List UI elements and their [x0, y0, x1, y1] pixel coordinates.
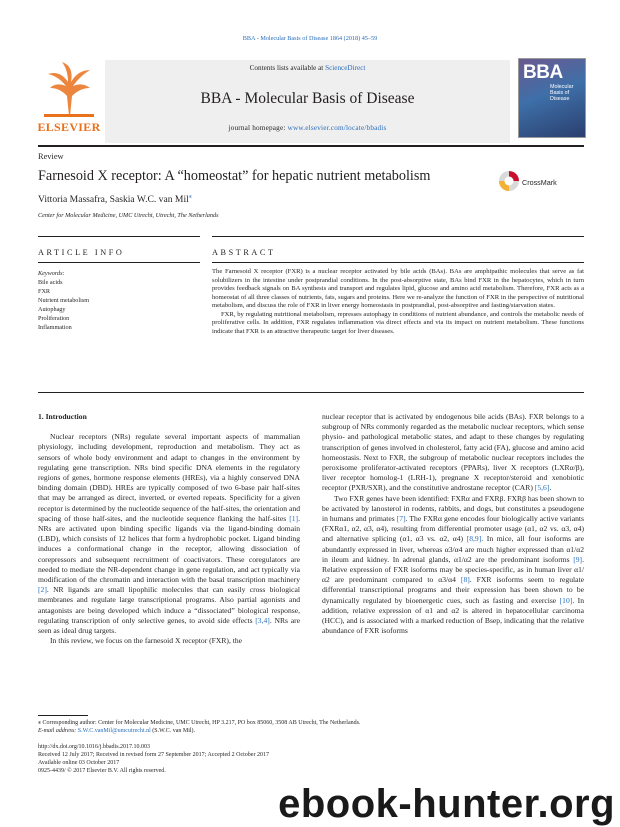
cover-subtitle-line: Disease	[550, 96, 570, 102]
body-paragraph	[322, 412, 584, 494]
citation-link[interactable]: [8,9]	[466, 534, 482, 544]
body-paragraph: In this review, we focus on the farnesoid X receptor (FXR), the	[50, 636, 243, 646]
body-text: . NRs are activated upon binding specific ligands via the ligand-binding domain (LBD), which consists of 12 helices that form a hydrophobic pocket. Ligand binding induces a conformational change in the receptor, allowing dissociation of corepressors and subsequent recruitment of coactivators. These coregulators are needed to mediate the NR-dependent change in gene regulation, and act typically via modification of the chromatin and interaction with the basal transcription machinery	[38, 513, 300, 585]
publisher-name: ELSEVIER	[37, 120, 101, 134]
crossmark-label[interactable]: CrossMark	[522, 178, 557, 187]
journal-reference[interactable]: BBA - Molecular Basis of Disease 1864 (2018) 45–59	[242, 35, 378, 42]
body-text: Two FXR genes have been identified: FXRα and FXRβ. FXRβ has been shown to be activated by lanosterol in rodents, rabbits, and dogs, but constitutes a pseudogene in humans and primates	[322, 493, 584, 524]
body-text: . NRs are seen as ideal drug targets.	[38, 615, 300, 636]
body-paragraph	[38, 432, 300, 636]
body-text: . NR ligands are small lipophilic molecules that can easily cross biological membranes and regulate large transcriptional programs. Also partial agonists and antagonists are being developed which induce a “dissociated” biological response, regulating transcription of only selective genes, to avoid side effects	[38, 585, 300, 625]
body-column-right	[322, 412, 584, 636]
author-list	[38, 193, 192, 205]
citation-link[interactable]: [9]	[573, 554, 583, 564]
copyright-notice: 0925-4439/ © 2017 Elsevier B.V. All rights reserved.	[38, 768, 166, 774]
abstract-divider-top	[212, 236, 584, 237]
keyword-item: Bile acids	[38, 279, 63, 286]
contents-prefix: Contents lists available at	[249, 64, 324, 72]
corresponding-author-mark[interactable]: ⁎	[188, 194, 192, 200]
keyword-item: Inflammation	[38, 324, 72, 331]
email-note	[38, 727, 584, 735]
header-divider	[38, 145, 584, 147]
body-text: . In addition, relative expression of α1 and α2 is altered in hepatocellular carcinoma (HCC), and is associated with a marked reduction of Bsep, indicating that the relative abundance of FXR isoforms	[322, 595, 585, 636]
info-divider-top	[38, 236, 200, 237]
author-names: Vittoria Massafra, Saskia W.C. van Mil	[38, 194, 189, 206]
journal-homepage	[105, 124, 510, 132]
keyword-item: Autophagy	[38, 306, 66, 313]
abstract-heading: ABSTRACT	[212, 248, 276, 257]
abstract-body	[212, 268, 584, 336]
body-text: . The FXRα gene encodes four biologically active variants (FXRα1, α2, α3, α4), resulting from differential promoter usage (α1, α2 vs. α3, α4) and alternative splicing (α1, α3 vs. α2, α4)	[322, 514, 584, 544]
abstract-paragraph: FXR, by regulating nutritional metabolism, represses autophagy in conditions of nutrient abundance, and controls the metabolic needs of proliferative cells. In addition, FXR regulates inflammation via direct effects and via its impact on nutrient metabolism. These functions indicate that FXR is an attractive therapeutic target for liver diseases.	[212, 310, 584, 335]
abstract-divider-bottom	[38, 392, 584, 393]
citation-link[interactable]: [8]	[460, 575, 470, 585]
citation-link[interactable]: [10]	[559, 595, 573, 605]
section-heading-introduction: 1. Introduction	[38, 412, 87, 421]
crossmark-icon	[498, 170, 520, 192]
article-type: Review	[38, 152, 64, 161]
footnote-divider	[38, 715, 88, 716]
body-text: . In mice, all four isoforms are abundantly expressed in liver, whereas α3/α4 are much higher expressed than α1/α2 in ileum and kidney. In adrenal glands, α1/α2 are the predominant isoforms	[322, 534, 584, 564]
body-text: .	[549, 483, 552, 493]
body-text: nuclear receptor that is activated by endogenous bile acids (BAs). FXR belongs to a subgroup of NRs commonly regarded as the metabolic nuclear receptors, which sense physio- and pathological metabolic states, and adapt to these changes by regulating transcription of genes involved in cholesterol, fatty acid (FA), glucose and amino acid homeostasis. Next to FXR, the subgroup of metabolic nuclear receptors includes the peroxisome proliferator-activated receptors (PPARs), liver X receptors (LXRα/β), liver receptor homolog-1 (LRH-1), pregnane X receptor/steroid and xenobiotic receptor (PXR/SXR), and the constitutive androstane receptor (CAR)	[322, 412, 584, 493]
citation-link[interactable]: [7]	[396, 514, 406, 524]
article-title: Farnesoid X receptor: A “homeostat” for hepatic nutrient metabolism	[38, 168, 431, 184]
sciencedirect-link[interactable]: ScienceDirect	[325, 64, 366, 72]
cover-subtitle	[550, 84, 573, 102]
homepage-prefix: journal homepage:	[228, 124, 286, 132]
journal-cover-image	[518, 58, 586, 138]
keyword-item: FXR	[38, 288, 51, 295]
abstract-divider-mid	[212, 262, 584, 263]
citation-link[interactable]: [2]	[38, 585, 47, 595]
cover-subtitle-line: Molecular	[550, 84, 574, 90]
keyword-item: Nutrient metabolism	[38, 297, 90, 304]
cover-subtitle-line: Basis of	[550, 90, 570, 96]
journal-title: BBA - Molecular Basis of Disease	[200, 90, 415, 107]
body-text: Nuclear receptors (NRs) regulate several important aspects of mammalian physiology, including development, reproduction and metabolism. They act as sensors of whole body environment and adapt to changes in the environment by regulating gene transcription. NRs bind specific DNA elements in the regulatory regions of genes, hormone response elements (HREs), via a highly conserved DNA binding domain (DBD). HREs are typically composed of two 6-base pair half-sites that may be arranged as direct, inverted, or everted repeats. Specificity for a given receptor is determined by the nucleotide sequence of the half-sites, the orientation and spacing of those half-sites, and the nucleotide sequence flanking the half-sites	[38, 432, 300, 523]
cover-title: BBA	[523, 62, 563, 83]
body-text: . FXR isoforms seem to regulate differential transcriptional programs and their expression has been shown to be dynamically regulated by bioenergetic cues, such as fasting and exercise	[322, 575, 584, 605]
contents-line	[105, 64, 510, 72]
citation-link[interactable]: [3,4]	[255, 615, 270, 625]
body-column-left	[38, 412, 300, 646]
citation-link[interactable]: [1]	[289, 513, 299, 523]
email-link[interactable]: S.W.C.vanMil@umcutrecht.nl	[77, 728, 151, 734]
affiliation: Center for Molecular Medicine, UMC Utrecht, Utrecht, The Netherlands	[38, 212, 219, 219]
keyword-item: Proliferation	[38, 315, 70, 322]
online-date: Available online 03 October 2017	[38, 760, 120, 766]
watermark: ebook-hunter.org	[278, 782, 615, 826]
keywords-label: Keywords:	[38, 270, 65, 277]
received-dates: Received 12 July 2017; Received in revised form 27 September 2017; Accepted 2 October 2017	[38, 752, 269, 758]
corresponding-author-note: ⁎ Corresponding author: Center for Molecular Medicine, UMC Utrecht, HP 3.217, PO box 85060, 3508 AB Utrecht, The Netherlands.	[38, 720, 361, 726]
homepage-link[interactable]: www.elsevier.com/locate/bbadis	[287, 124, 387, 132]
email-label: E-mail address:	[38, 728, 77, 734]
info-divider-mid	[38, 262, 200, 263]
citation-link[interactable]: [5,6]	[534, 483, 550, 493]
email-suffix: (S.W.C. van Mil).	[152, 728, 196, 734]
abstract-paragraph: The Farnesoid X receptor (FXR) is a nuclear receptor activated by bile acids (BAs). BAs are amphipathic molecules that serve as fat solubilizers in the intestine under postprandial conditions. In the post-absorptive state, BAs bind FXR in the hepatocytes, which in turn provides feedback signals on BA synthesis and transport and regulates lipid, glucose and amino acid metabolism. Therefore, FXR acts as a homeostat of all three classes of nutrients, fats, sugars and proteins. Here we re-analyze the function of FXR in the perspective of nutritional metabolism, and discuss the role of FXR in liver energy homeostasis in postprandial, post-absorptive and fasting/starvation states.	[212, 268, 584, 309]
body-paragraph	[322, 494, 584, 637]
article-info-heading: ARTICLE INFO	[38, 248, 125, 257]
body-text: . Relative expression of FXR isoforms may be species-specific, as in human liver α1/α2 are predominant compared to α3/α4	[322, 554, 584, 585]
doi-link[interactable]: http://dx.doi.org/10.1016/j.bbadis.2017.10.003	[38, 744, 151, 750]
